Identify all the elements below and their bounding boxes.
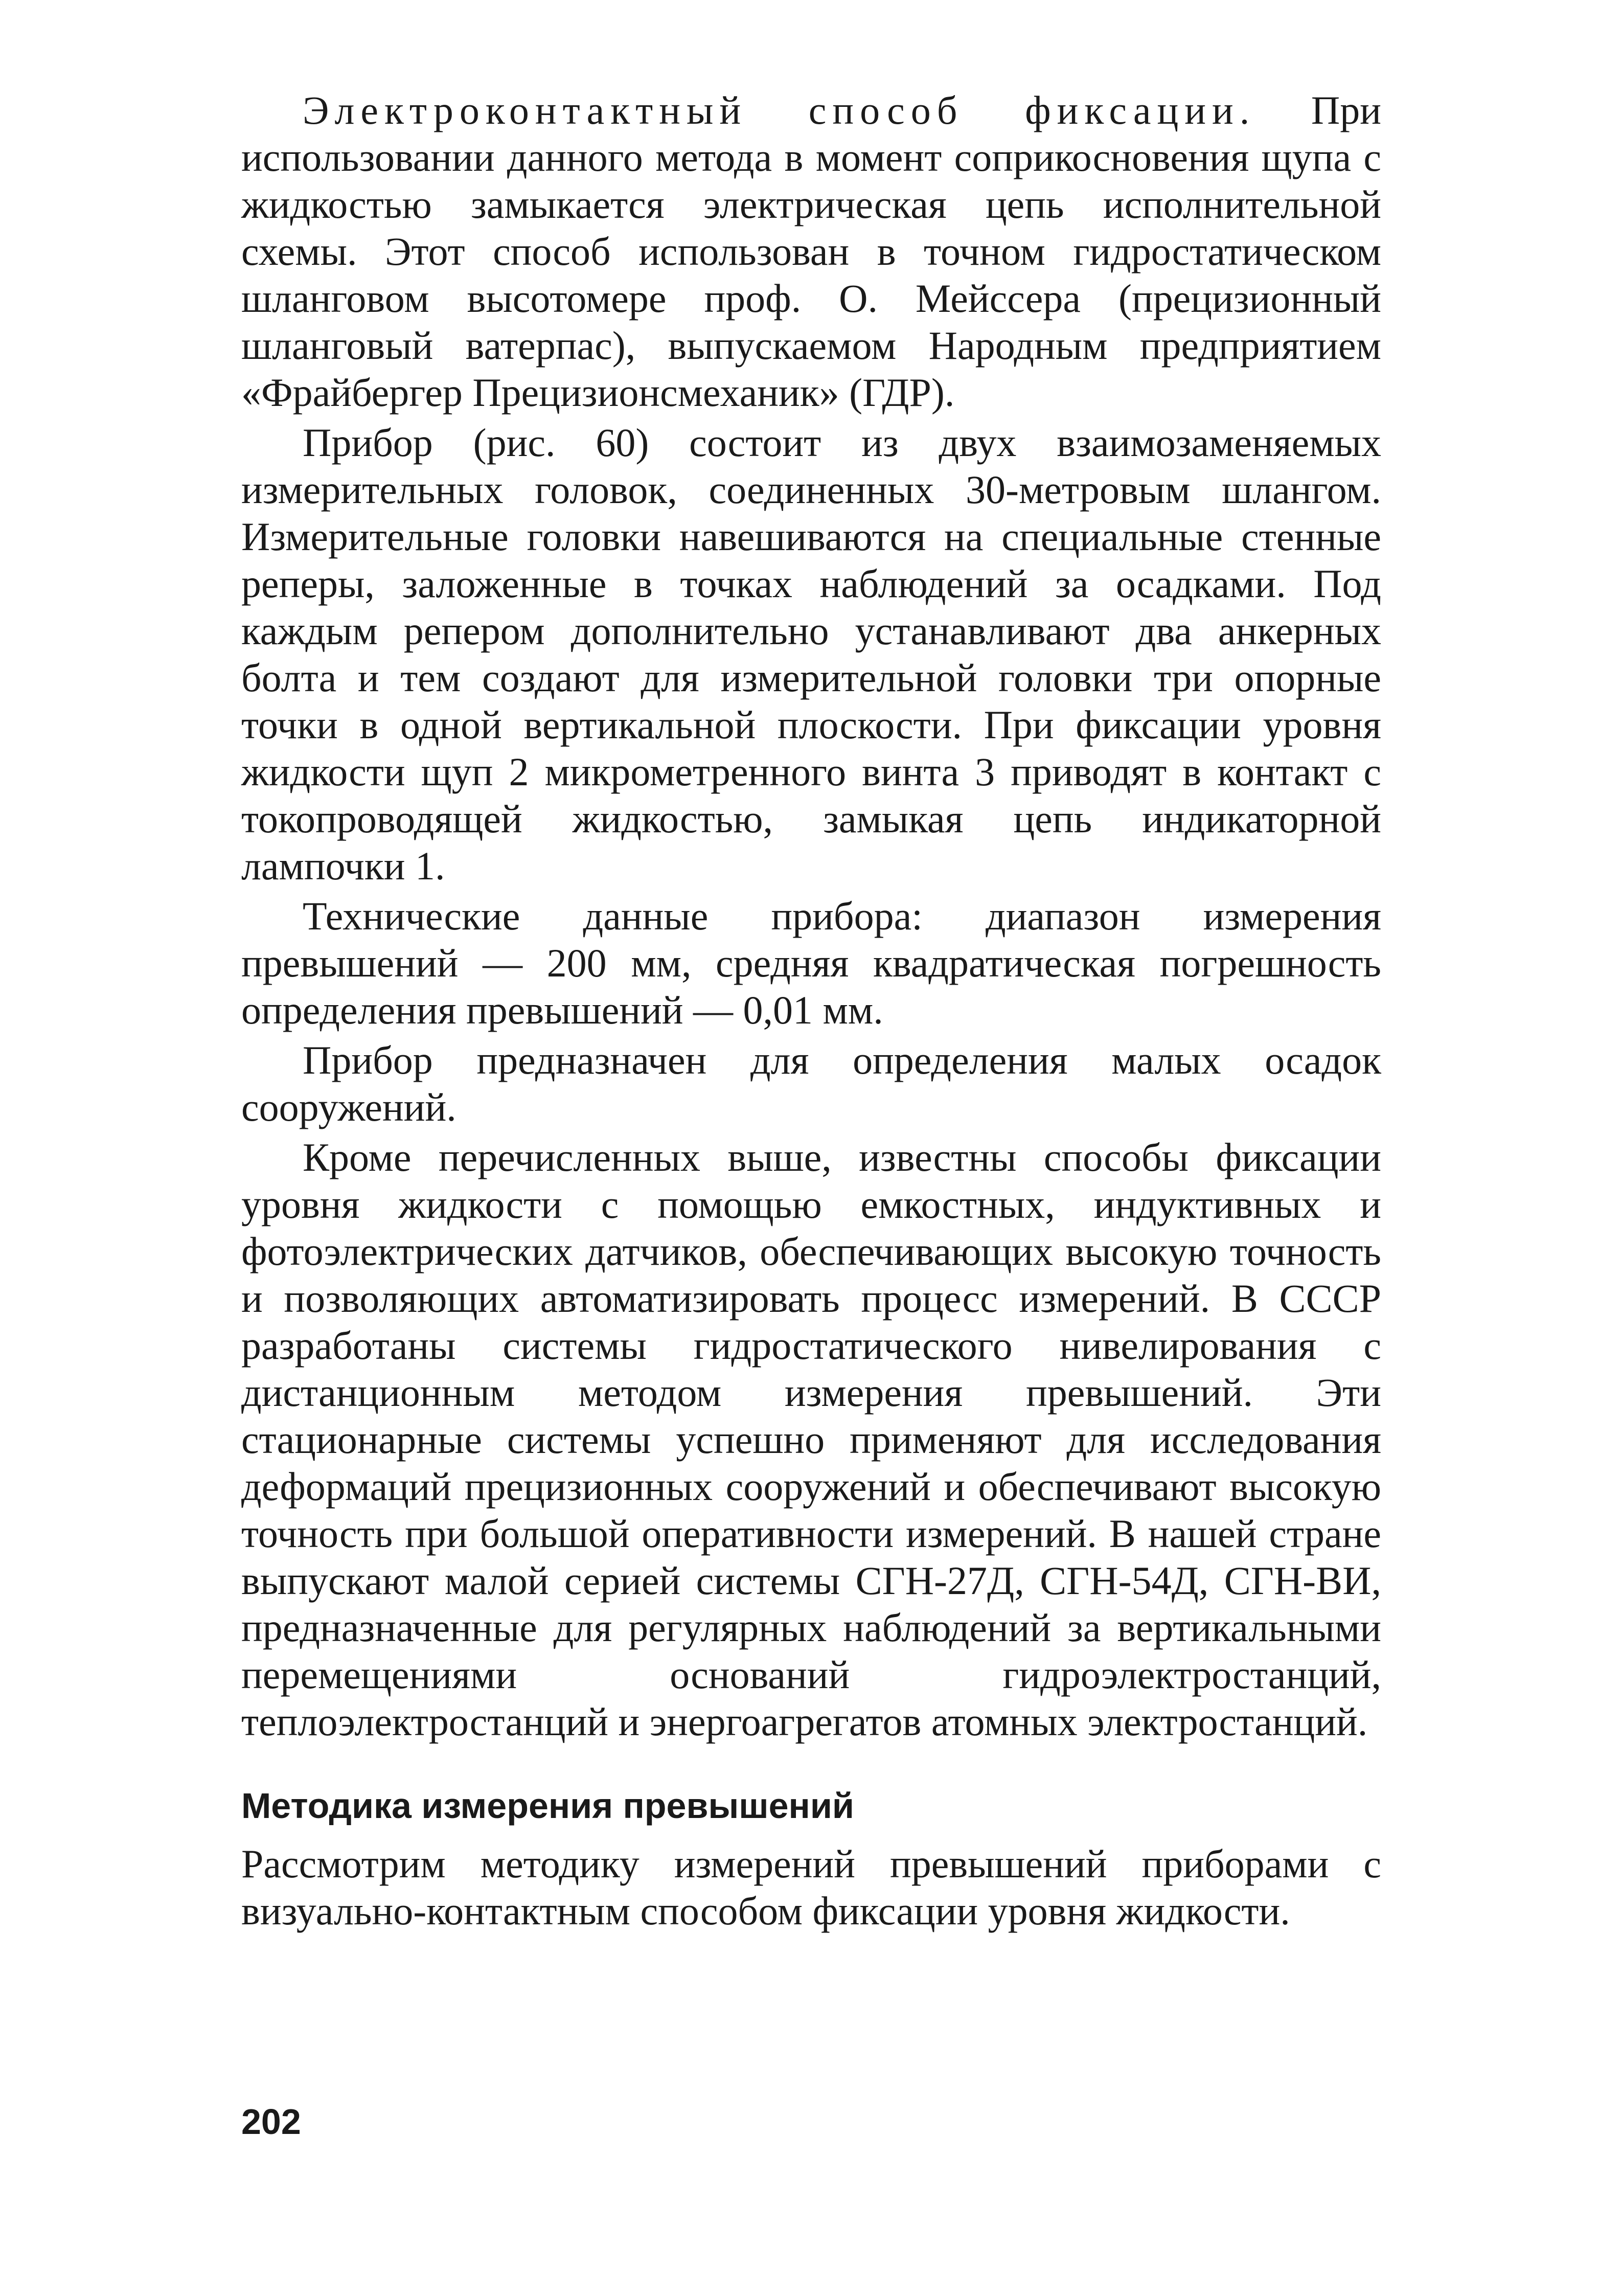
page-body: [241, 87, 1381, 1938]
paragraph-device: Прибор (рис. 60) состоит из двух взаимозаменяемых измерительных головок, соединенных 30-метровым шлангом. Измерительные головки навешиваются на специальные стенные реперы, заложенные в точках наблюдений за осадками. Под каждым репером дополнительно устанавливают два анкерных болта и тем создают для измерительной головки три опорные точки в одной вертикальной плоскости. При фиксации уровня жидкости щуп 2 микрометренного винта 3 приводят в контакт с токопроводящей жидкостью, замыкая цепь индикаторной лампочки 1.: [241, 420, 1381, 888]
page-number: 202: [241, 2102, 301, 2142]
paragraph-text: При использовании данного метода в момент соприкосновения щупа с жидкостью замыкается электрическая цепь исполнительной схемы. Этот способ использован в точном гидростатическом шланговом высотомере проф. О. Мейссера (прецизионный шланговый ватерпас), выпускаемом Народным предприятием «Фрайбергер Прецизионсмеханик» (ГДР).: [241, 88, 1381, 415]
paragraph-method-intro: Рассмотрим методику измерений превышений приборами с визуально-контактным способом фиксации уровня жидкости.: [241, 1842, 1381, 1933]
paragraph-purpose: Прибор предназначен для определения малых осадок сооружений.: [241, 1038, 1381, 1129]
paragraph-lead: Электроконтактный способ фиксации.: [303, 88, 1256, 132]
paragraph-electrocontact: [241, 87, 1381, 416]
section-heading: Методика измерения превышений: [241, 1786, 854, 1826]
paragraph-tech-data: Технические данные прибора: диапазон измерения превышений — 200 мм, средняя квадратическая погрешность определения превышений — 0,01 мм.: [241, 894, 1381, 1032]
paragraph-other-methods: Кроме перечисленных выше, известны способы фиксации уровня жидкости с помощью емкостных, индуктивных и фотоэлектрических датчиков, обеспечивающих высокую точность и позволяющих автоматизировать процесс измерений. В СССР разработаны системы гидростатического нивелирования с дистанционным методом измерения превышений. Эти стационарные системы успешно применяют для исследования деформаций прецизионных сооружений и обеспечивают высокую точность при большой оперативности измерений. В нашей стране выпускают малой серией системы СГН-27Д, СГН-54Д, СГН-ВИ, предназначенные для регулярных наблюдений за вертикальными перемещениями оснований гидроэлектростанций, теплоэлектростанций и энергоагрегатов атомных электростанций.: [241, 1135, 1381, 1744]
